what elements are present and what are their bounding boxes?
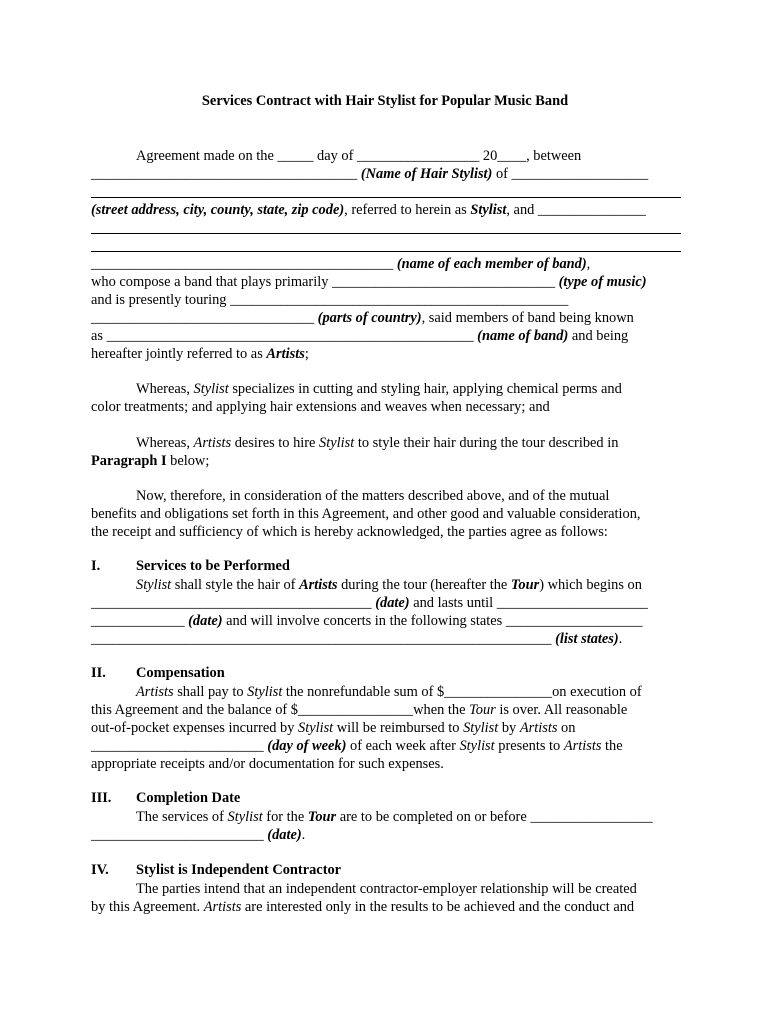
- section-2-number: II.: [91, 665, 106, 681]
- section-2-heading: Compensation: [136, 665, 225, 681]
- section-2-line-2: this Agreement and the balance of $________________when the Tour is over. All reasonable: [91, 702, 628, 718]
- section-4-number: IV.: [91, 862, 109, 878]
- section-1-number: I.: [91, 558, 101, 574]
- whereas-1-line-1: Whereas, Stylist specializes in cutting and styling hair, applying chemical perms and: [136, 381, 622, 397]
- intro-line-7: __________________________________________ (name of each member of band),: [91, 256, 591, 272]
- whereas-2-line-2: Paragraph I below;: [91, 453, 210, 469]
- document-title: Services Contract with Hair Stylist for Popular Music Band: [201, 93, 569, 109]
- blank-line: [91, 251, 681, 252]
- section-2-line-4: ________________________ (day of week) of each week after Stylist presents to Artists the: [91, 738, 623, 754]
- section-1-line-4: ________________________________________________________________ (list states).: [91, 631, 623, 647]
- address-label: (street address, city, county, state, zip code): [91, 202, 345, 218]
- intro-line-12: hereafter jointly referred to as Artists;: [91, 346, 309, 362]
- intro-line-8: who compose a band that plays primarily _______________________________ (type of music): [91, 274, 647, 290]
- section-1-line-2: _______________________________________ (date) and lasts until _____________________: [91, 595, 648, 611]
- now-therefore-line-2: benefits and obligations set forth in this Agreement, and other good and valuable consideration,: [91, 506, 641, 522]
- intro-line-4: (street address, city, county, state, zip code), referred to herein as Stylist, and _______________: [91, 202, 646, 218]
- whereas-2-line-1: Whereas, Artists desires to hire Stylist to style their hair during the tour described in: [136, 435, 619, 451]
- section-4-line-2: by this Agreement. Artists are interested only in the results to be achieved and the conduct and: [91, 899, 635, 915]
- section-3-line-1: The services of Stylist for the Tour are to be completed on or before _________________: [136, 809, 653, 825]
- intro-line-9: and is presently touring _______________________________________________: [91, 292, 569, 308]
- section-3-heading: Completion Date: [136, 790, 241, 806]
- type-of-music-label: (type of music): [558, 274, 647, 290]
- now-therefore-line-3: the receipt and sufficiency of which is hereby acknowledged, the parties agree as follows:: [91, 524, 608, 540]
- section-4-heading: Stylist is Independent Contractor: [136, 862, 342, 878]
- now-therefore-line-1: Now, therefore, in consideration of the matters described above, and of the mutual: [136, 488, 610, 504]
- section-1-line-1: Stylist shall style the hair of Artists during the tour (hereafter the Tour) which begins on: [136, 577, 642, 593]
- section-3-number: III.: [91, 790, 112, 806]
- section-4-line-1: The parties intend that an independent contractor-employer relationship will be created: [136, 881, 637, 897]
- blank-line: [91, 197, 681, 198]
- blank-line: [91, 233, 681, 234]
- section-2-line-1: Artists shall pay to Stylist the nonrefundable sum of $_______________on execution of: [136, 684, 642, 700]
- section-1-line-3: _____________ (date) and will involve concerts in the following states ___________________: [91, 613, 643, 629]
- section-2-line-5: appropriate receipts and/or documentation for such expenses.: [91, 756, 444, 772]
- intro-line-11: as ___________________________________________________ (name of band) and being: [91, 328, 629, 344]
- band-name-label: (name of band): [477, 328, 569, 344]
- parts-of-country-label: (parts of country): [317, 310, 422, 326]
- intro-line-1: Agreement made on the _____ day of _________________ 20____, between: [136, 148, 582, 164]
- section-1-heading: Services to be Performed: [136, 558, 290, 574]
- whereas-1-line-2: color treatments; and applying hair extensions and weaves when necessary; and: [91, 399, 550, 415]
- band-members-label: (name of each member of band): [396, 256, 587, 272]
- section-2-line-3: out-of-pocket expenses incurred by Stylist will be reimbursed to Stylist by Artists on: [91, 720, 576, 736]
- hair-stylist-name-label: (Name of Hair Stylist): [360, 166, 493, 182]
- section-3-line-2: ________________________ (date).: [91, 827, 306, 843]
- intro-line-2: _____________________________________ (Name of Hair Stylist) of ___________________: [91, 166, 649, 182]
- intro-line-10: _______________________________ (parts of country), said members of band being known: [91, 310, 634, 326]
